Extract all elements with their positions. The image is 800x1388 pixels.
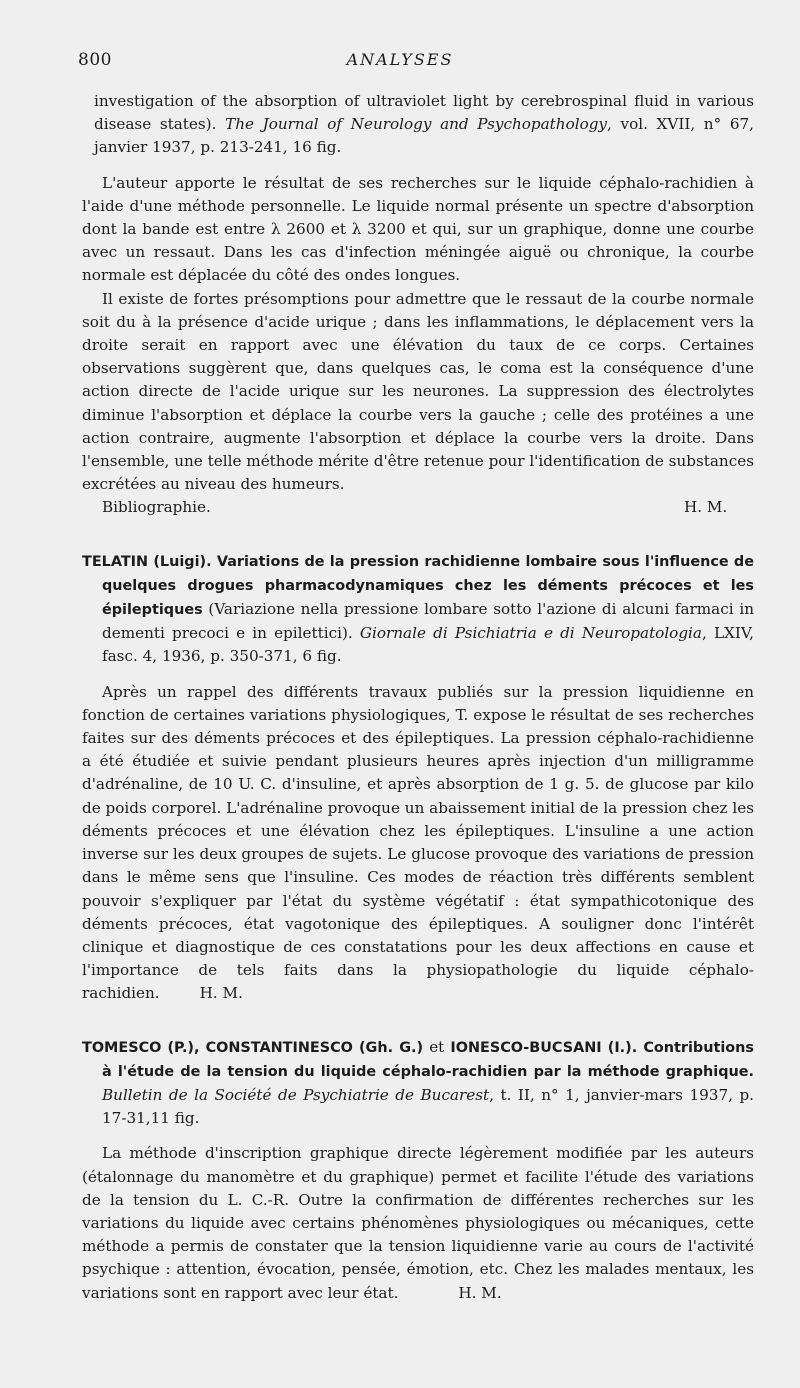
entry2-paragraph [82,681,754,1006]
entry1-journal: The Journal of Neurology and Psychopathology [225,115,608,134]
entry1-closing-line [82,496,754,519]
entry3-paragraph [82,1142,754,1304]
entry2-author: TELATIN (Luigi). [82,553,212,570]
page-body [82,90,754,1305]
entry1-paragraph-2: Il existe de fortes présomptions pour admettre que le ressaut de la courbe normale soit du à la présence d'acide urique ; dans les inflammations, le déplacement vers la droite serait en rapport avec une élévation du taux de ce corps. Certaines observations suggèrent que, dans quelques cas, le coma est la conséquence d'une action directe de l'acide urique sur les neurones. La suppression des électrolytes diminue l'absorption et déplace la courbe vers la gauche ; celle des protéines a une action contraire, augmente l'absorption et déplace la courbe vers la droite. Dans l'ensemble, une telle méthode mérite d'être retenue pour l'identification de substances excrétées au niveau des humeurs. [82,289,754,494]
entry3-details: , t. II, n° 1, janvier-mars 1937, p. 17-31,11 fig. [102,1085,754,1128]
page-number: 800 [78,50,112,70]
entry2-details: , LXIV, fasc. 4, 1936, p. 350-371, 6 fig. [102,624,754,666]
entry1-signature: H. M. [684,498,728,517]
entry3-heading [82,1036,754,1131]
entry2-original-title: (Variazione nella pressione lombare sotto l'azione di alcuni farmaci in dementi precoci e in epilettici). [102,600,754,643]
entry3-paragraph-text: La méthode d'inscription graphique directe légèrement modifiée par les auteurs (étalonnage du manomètre et du graphique) permet et facilite l'étude des variations de la tension du L. C.-R. Outre la confirmation de différentes recherches sur les variations du liquide avec certains phénomènes physiologiques ou mécaniques, cette méthode a permis de constater que la tension liquidienne varie au cours de l'activité psychique : attention, évocation, pensée, émotion, etc. Chez les malades mentaux, les variations sont en rapport avec leur état. [82,1144,754,1302]
entry3-author-3: IONESCO-BUCSANI (I.). [444,1039,638,1056]
entry3-title: Contributions à l'étude de la tension du liquide céphalo-rachidien par la méthode graphique. [102,1039,754,1080]
entry3-journal: Bulletin de la Société de Psychiatrie de Bucarest [102,1085,490,1104]
entry3-conjunction: et [429,1037,445,1056]
entry1-citation-a: investigation of the absorption of ultraviolet light by cerebrospinal fluid in various disease states). [94,92,754,134]
entry3-author-1: TOMESCO (P.), [82,1039,200,1056]
entry2-title: Variations de la pression rachidienne lombaire sous l'influence de quelques drogues pharmacodynamiques chez les déments précoces et les épileptiques [102,553,754,619]
running-title: ANALYSES [346,50,454,69]
entry3-author-2: CONSTANTINESCO (Gh. G.) [199,1039,430,1056]
entry2-journal: Giornale di Psichiatria e di Neuropatologia [359,624,702,643]
entry1-citation-b: , vol. XVII, n° 67, janvier 1937, p. 213-241, 16 fig. [94,115,754,157]
entry2-signature: H. M. [199,984,243,1003]
entry1-paragraph-1: L'auteur apporte le résultat de ses recherches sur le liquide céphalo-rachidien à l'aide d'une méthode personnelle. Le liquide normal présente un spectre d'absorption dont la bande est entre λ 2600 et λ 3200 et qui, sur un graphique, donne une courbe avec un ressaut. Dans les cas d'infection méningée aiguë ou chronique, la courbe normale est déplacée du côté des ondes longues. [82,173,754,285]
entry1-closing: Bibliographie. [102,498,211,517]
entry1-citation [82,90,754,160]
entry2-heading [82,550,754,669]
entry2-paragraph-text: Après un rappel des différents travaux publiés sur la pression liquidienne en fonction de certaines variations physiologiques, T. expose le résultat de ses recherches faites sur des déments précoces et des épileptiques. La pression céphalo-rachidienne a été étudiée et suivie pendant plusieurs heures après injection d'un milligramme d'adrénaline, de 10 U. C. d'insuline, et après absorption de 1 g. 5. de glucose par kilo de poids corporel. L'adrénaline provoque un abaissement initial de la pression chez les déments précoces et une élévation chez les épileptiques. L'insuline a une action inverse sur les deux groupes de sujets. Le glucose provoque des variations de pression dans le même sens que l'insuline. Ces modes de réaction très différents semblent pouvoir s'expliquer par l'état du système végétatif : état sympathicotonique des déments précoces, état vagotonique des épileptiques. A souligner donc l'intérêt clinique et diagnostique de ces constatations pour les deux affections en cause et l'importance de tels faits dans la physiopathologie du liquide céphalo-rachidien. [82,682,754,1003]
entry3-signature: H. M. [458,1283,502,1302]
